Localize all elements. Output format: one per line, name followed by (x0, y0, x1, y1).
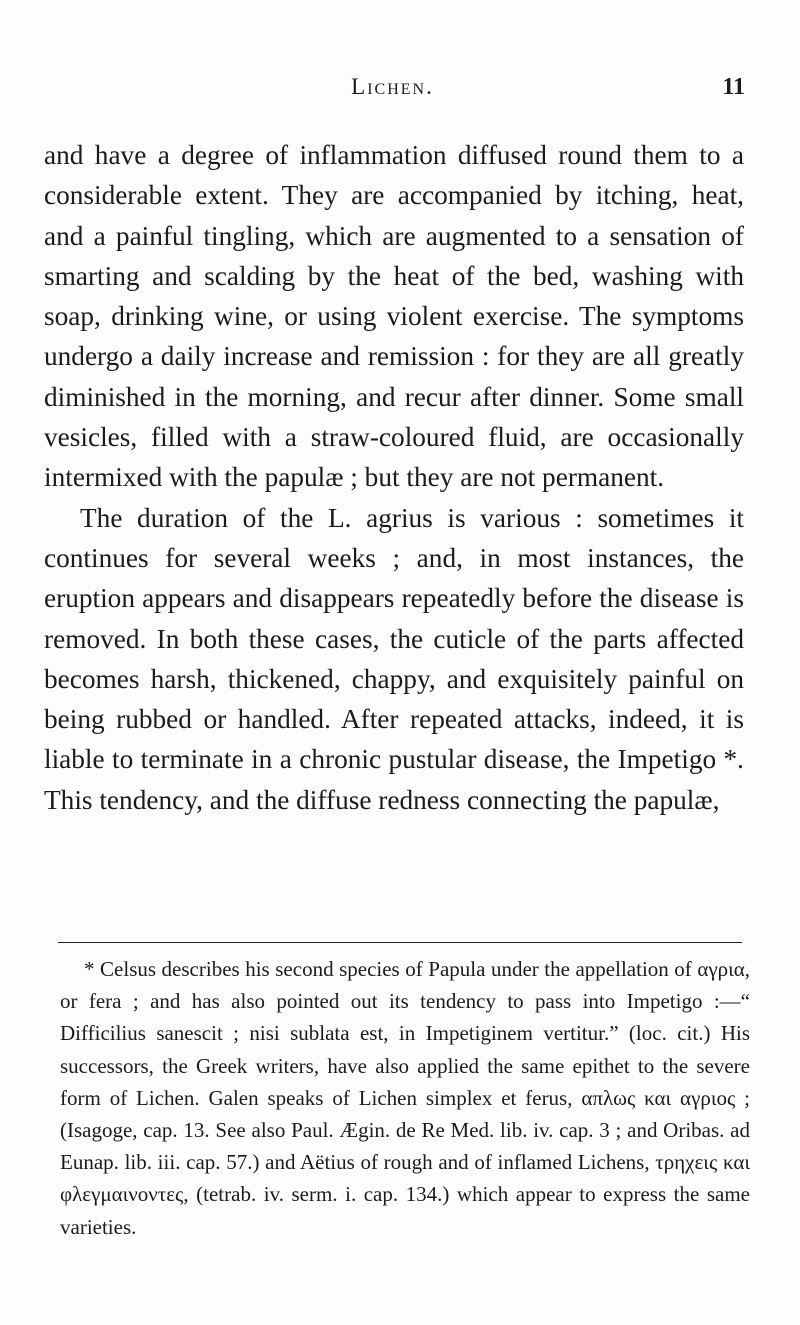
paragraph-duration: The duration of the L. agrius is various : sometimes it continues for several weeks ; and, in most instances, the eruption appears and disappears repeatedly before the disease is removed. In both these cases, the cuticle of the parts affected becomes harsh, thickened, chappy, and exquisitely painful on being rubbed or handled. After repeated attacks, indeed, it is liable to terminate in a chronic pustular disease, the Impetigo *. This tendency, and the diffuse redness connecting the papulæ, (44, 502, 744, 815)
paragraph-continued: and have a degree of inflammation diffused round them to a considerable extent. They are accompanied by itching, heat, and a painful tingling, which are augmented to a sensation of smarting and scalding by the heat of the bed, washing with soap, drinking wine, or using violent exercise. The symptoms undergo a daily increase and remission : for they are all greatly diminished in the morning, and recur after dinner. Some small vesicles, filled with a straw-coloured fluid, are occasionally intermixed with the papulæ ; but they are not permanent. (44, 140, 744, 493)
page-header (40, 74, 745, 114)
running-head: Lichen. (351, 74, 434, 99)
main-text (44, 135, 744, 820)
footnote: * Celsus describes his second species of Papula under the appellation of αγρια, or fera ; and has also pointed out its tendency to pass into Impetigo :—“ Difficilius sanescit ; nisi sublata est, in Impetiginem vertitur.” (loc. cit.) His successors, the Greek writers, have also applied the same epithet to the severe form of Lichen. Galen speaks of Lichen simplex et ferus, απλως και αγριος ; (Isagoge, cap. 13. See also Paul. Ægin. de Re Med. lib. iv. cap. 3 ; and Oribas. ad Eunap. lib. iii. cap. 57.) and Aëtius of rough and of inflamed Lichens, τρηχεις και φλεγμαινοντες, (tetrab. iv. serm. i. cap. 134.) which appear to express the same varieties. (60, 957, 750, 1239)
footnote-rule (58, 942, 742, 943)
page-number: 11 (722, 74, 745, 100)
